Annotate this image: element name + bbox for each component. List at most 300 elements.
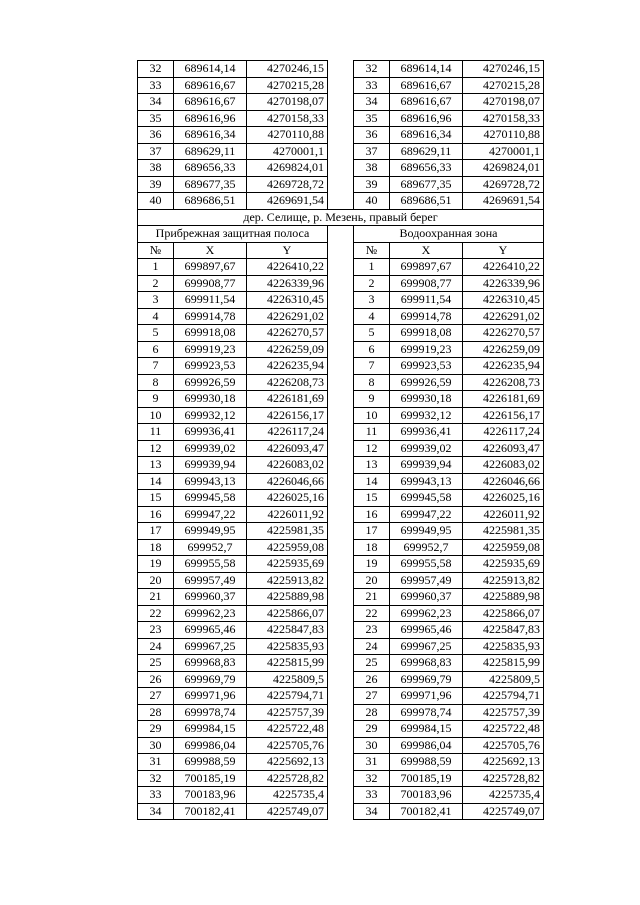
point-number: 3: [138, 292, 174, 309]
y-coordinate: 4226181,69: [463, 391, 544, 408]
point-number: 10: [138, 407, 174, 424]
y-coordinate: 4269824,01: [463, 160, 544, 177]
y-coordinate: 4270110,88: [463, 127, 544, 144]
table-row: [138, 160, 544, 177]
point-number: 33: [354, 77, 390, 94]
y-coordinate: 4226291,02: [463, 308, 544, 325]
column-gap: [328, 308, 354, 325]
column-gap: [328, 94, 354, 111]
point-number: 27: [354, 688, 390, 705]
point-number: 38: [354, 160, 390, 177]
x-coordinate: 689629,11: [390, 143, 463, 160]
point-number: 27: [138, 688, 174, 705]
x-coordinate: 699988,59: [390, 754, 463, 771]
x-coordinate: 699962,23: [174, 605, 247, 622]
coastal-protection-strip-title: Прибрежная защитная полоса: [138, 226, 328, 243]
x-coordinate: 699947,22: [390, 506, 463, 523]
point-number: 12: [354, 440, 390, 457]
x-coordinate: 699932,12: [174, 407, 247, 424]
y-coordinate: 4226046,66: [463, 473, 544, 490]
column-gap: [328, 325, 354, 342]
point-number: 16: [354, 506, 390, 523]
x-coordinate: 699918,08: [390, 325, 463, 342]
point-number: 18: [354, 539, 390, 556]
x-coordinate: 699911,54: [390, 292, 463, 309]
y-coordinate: 4270246,15: [247, 61, 328, 78]
point-number: 2: [138, 275, 174, 292]
column-gap: [328, 473, 354, 490]
x-coordinate: 699939,94: [174, 457, 247, 474]
x-coordinate: 689686,51: [174, 193, 247, 210]
y-coordinate: 4225757,39: [247, 704, 328, 721]
point-number: 24: [138, 638, 174, 655]
y-coordinate: 4226083,02: [247, 457, 328, 474]
point-number: 14: [138, 473, 174, 490]
x-coordinate: 699967,25: [174, 638, 247, 655]
table-row: [138, 770, 544, 787]
column-gap: [328, 226, 354, 243]
x-coordinate: 689614,14: [174, 61, 247, 78]
x-coordinate: 699923,53: [390, 358, 463, 375]
column-gap: [328, 539, 354, 556]
x-coordinate: 689677,35: [174, 176, 247, 193]
x-coordinate: 700182,41: [390, 803, 463, 820]
point-number: 36: [354, 127, 390, 144]
table-row: [138, 308, 544, 325]
x-coordinate: 699960,37: [174, 589, 247, 606]
y-coordinate: 4225722,48: [247, 721, 328, 738]
y-coordinate: 4225692,13: [247, 754, 328, 771]
table-row: [138, 358, 544, 375]
y-coordinate: 4226339,96: [247, 275, 328, 292]
x-coordinate: 699919,23: [390, 341, 463, 358]
point-number: 4: [138, 308, 174, 325]
y-coordinate: 4225692,13: [463, 754, 544, 771]
point-number: 35: [138, 110, 174, 127]
table-row: [138, 787, 544, 804]
column-gap: [328, 110, 354, 127]
point-number: 9: [354, 391, 390, 408]
column-gap: [328, 622, 354, 639]
column-gap: [328, 424, 354, 441]
x-coordinate: 699955,58: [174, 556, 247, 573]
y-coordinate: 4226011,92: [463, 506, 544, 523]
table-row: [138, 539, 544, 556]
y-coordinate: 4225835,93: [463, 638, 544, 655]
x-coordinate: 699955,58: [390, 556, 463, 573]
y-coordinate: 4225749,07: [463, 803, 544, 820]
x-coordinate: 699930,18: [390, 391, 463, 408]
x-coordinate: 689656,33: [390, 160, 463, 177]
x-coordinate: 699978,74: [390, 704, 463, 721]
x-coordinate: 689686,51: [390, 193, 463, 210]
point-number: 12: [138, 440, 174, 457]
point-number: 8: [354, 374, 390, 391]
x-coordinate: 700183,96: [174, 787, 247, 804]
x-coordinate: 699957,49: [174, 572, 247, 589]
water-protection-zone-title: Водоохранная зона: [354, 226, 544, 243]
x-coordinate: 699911,54: [174, 292, 247, 309]
x-coordinate: 699897,67: [174, 259, 247, 276]
x-coordinate: 699918,08: [174, 325, 247, 342]
x-coordinate: 699943,13: [174, 473, 247, 490]
section-title-row: [138, 209, 544, 226]
point-number: 1: [138, 259, 174, 276]
point-number: 18: [138, 539, 174, 556]
column-gap: [328, 589, 354, 606]
table-row: [138, 622, 544, 639]
y-coordinate: 4270215,28: [247, 77, 328, 94]
y-coordinate: 4270001,1: [247, 143, 328, 160]
point-number: 3: [354, 292, 390, 309]
x-coordinate: 689629,11: [174, 143, 247, 160]
y-coordinate: 4226259,09: [463, 341, 544, 358]
column-gap: [328, 259, 354, 276]
table-row: [138, 457, 544, 474]
x-coordinate: 700183,96: [390, 787, 463, 804]
y-coordinate: 4225959,08: [247, 539, 328, 556]
table-row: [138, 193, 544, 210]
column-gap: [328, 457, 354, 474]
point-number: 23: [138, 622, 174, 639]
y-coordinate: 4226208,73: [247, 374, 328, 391]
y-coordinate: 4270198,07: [463, 94, 544, 111]
column-gap: [328, 275, 354, 292]
point-number: 11: [138, 424, 174, 441]
y-coordinate: 4225935,69: [463, 556, 544, 573]
y-coordinate: 4226235,94: [463, 358, 544, 375]
x-coordinate: 699939,94: [390, 457, 463, 474]
x-coordinate: 699968,83: [174, 655, 247, 672]
column-gap: [328, 671, 354, 688]
y-coordinate: 4225722,48: [463, 721, 544, 738]
y-coordinate: 4225705,76: [247, 737, 328, 754]
y-coordinate: 4225794,71: [247, 688, 328, 705]
x-coordinate: 699949,95: [390, 523, 463, 540]
y-coordinate: 4225913,82: [247, 572, 328, 589]
point-number: 19: [138, 556, 174, 573]
y-coordinate: 4225866,07: [463, 605, 544, 622]
point-number: 4: [354, 308, 390, 325]
point-number: 29: [354, 721, 390, 738]
y-coordinate: 4270110,88: [247, 127, 328, 144]
point-number: 10: [354, 407, 390, 424]
table-row: [138, 556, 544, 573]
y-coordinate: 4225815,99: [463, 655, 544, 672]
x-coordinate: 699962,23: [390, 605, 463, 622]
point-number: 40: [138, 193, 174, 210]
x-coordinate: 689616,96: [390, 110, 463, 127]
x-coordinate: 689616,34: [390, 127, 463, 144]
x-coordinate: 699926,59: [390, 374, 463, 391]
y-coordinate: 4226410,22: [463, 259, 544, 276]
y-coordinate: 4269691,54: [463, 193, 544, 210]
y-coordinate: 4226117,24: [247, 424, 328, 441]
x-coordinate: 699965,46: [390, 622, 463, 639]
table-row: [138, 688, 544, 705]
point-number: 13: [354, 457, 390, 474]
table-row: [138, 127, 544, 144]
point-number: 21: [354, 589, 390, 606]
x-coordinate: 699957,49: [390, 572, 463, 589]
column-gap: [328, 655, 354, 672]
y-coordinate: 4270198,07: [247, 94, 328, 111]
table-row: [138, 572, 544, 589]
point-number: 34: [138, 803, 174, 820]
x-coordinate: 699943,13: [390, 473, 463, 490]
point-number: 32: [354, 61, 390, 78]
x-coordinate: 689616,67: [390, 77, 463, 94]
x-coordinate: 699932,12: [390, 407, 463, 424]
point-number: 35: [354, 110, 390, 127]
table-row: [138, 407, 544, 424]
x-coordinate: 699930,18: [174, 391, 247, 408]
y-coordinate: 4226025,16: [463, 490, 544, 507]
table-row: [138, 655, 544, 672]
point-number: 17: [138, 523, 174, 540]
x-coordinate: 699978,74: [174, 704, 247, 721]
point-number: 21: [138, 589, 174, 606]
table-row: [138, 259, 544, 276]
y-coordinate: 4225981,35: [463, 523, 544, 540]
table-row: [138, 490, 544, 507]
point-number: 30: [354, 737, 390, 754]
point-number: 9: [138, 391, 174, 408]
y-coordinate: 4226156,17: [463, 407, 544, 424]
point-number: 1: [354, 259, 390, 276]
column-header-num: №: [354, 242, 390, 259]
table-row: [138, 374, 544, 391]
point-number: 32: [354, 770, 390, 787]
table-row: [138, 704, 544, 721]
x-coordinate: 689616,34: [174, 127, 247, 144]
y-coordinate: 4226011,92: [247, 506, 328, 523]
point-number: 26: [138, 671, 174, 688]
point-number: 23: [354, 622, 390, 639]
x-coordinate: 699968,83: [390, 655, 463, 672]
point-number: 20: [138, 572, 174, 589]
y-coordinate: 4226310,45: [463, 292, 544, 309]
x-coordinate: 699914,78: [174, 308, 247, 325]
column-gap: [328, 605, 354, 622]
x-coordinate: 699939,02: [174, 440, 247, 457]
x-coordinate: 699939,02: [390, 440, 463, 457]
point-number: 15: [138, 490, 174, 507]
column-gap: [328, 506, 354, 523]
point-number: 38: [138, 160, 174, 177]
y-coordinate: 4226291,02: [247, 308, 328, 325]
y-coordinate: 4270158,33: [463, 110, 544, 127]
y-coordinate: 4269728,72: [463, 176, 544, 193]
y-coordinate: 4225835,93: [247, 638, 328, 655]
y-coordinate: 4226270,57: [463, 325, 544, 342]
point-number: 5: [354, 325, 390, 342]
point-number: 5: [138, 325, 174, 342]
y-coordinate: 4225935,69: [247, 556, 328, 573]
y-coordinate: 4225735,4: [247, 787, 328, 804]
x-coordinate: 699897,67: [390, 259, 463, 276]
x-coordinate: 699971,96: [174, 688, 247, 705]
column-gap: [328, 638, 354, 655]
column-gap: [328, 341, 354, 358]
y-coordinate: 4226156,17: [247, 407, 328, 424]
x-coordinate: 699926,59: [174, 374, 247, 391]
column-header-y: Y: [463, 242, 544, 259]
table-row: [138, 275, 544, 292]
column-gap: [328, 127, 354, 144]
y-coordinate: 4226339,96: [463, 275, 544, 292]
y-coordinate: 4226181,69: [247, 391, 328, 408]
section-title: дер. Селище, р. Мезень, правый берег: [138, 209, 544, 226]
point-number: 26: [354, 671, 390, 688]
table-row: [138, 77, 544, 94]
column-gap: [328, 407, 354, 424]
column-gap: [328, 556, 354, 573]
point-number: 31: [138, 754, 174, 771]
point-number: 14: [354, 473, 390, 490]
y-coordinate: 4270215,28: [463, 77, 544, 94]
y-coordinate: 4269824,01: [247, 160, 328, 177]
y-coordinate: 4226259,09: [247, 341, 328, 358]
column-gap: [328, 143, 354, 160]
coordinates-document: [137, 60, 544, 820]
x-coordinate: 689614,14: [390, 61, 463, 78]
x-coordinate: 699945,58: [174, 490, 247, 507]
table-row: [138, 754, 544, 771]
y-coordinate: 4225866,07: [247, 605, 328, 622]
x-coordinate: 700185,19: [174, 770, 247, 787]
table-row: [138, 176, 544, 193]
column-gap: [328, 803, 354, 820]
point-number: 33: [354, 787, 390, 804]
point-number: 8: [138, 374, 174, 391]
point-number: 39: [354, 176, 390, 193]
column-gap: [328, 787, 354, 804]
x-coordinate: 699947,22: [174, 506, 247, 523]
x-coordinate: 699969,79: [390, 671, 463, 688]
x-coordinate: 700182,41: [174, 803, 247, 820]
column-header-x: X: [174, 242, 247, 259]
point-number: 34: [138, 94, 174, 111]
table-row: [138, 440, 544, 457]
x-coordinate: 699960,37: [390, 589, 463, 606]
y-coordinate: 4225794,71: [463, 688, 544, 705]
y-coordinate: 4226046,66: [247, 473, 328, 490]
column-gap: [328, 754, 354, 771]
y-coordinate: 4226117,24: [463, 424, 544, 441]
point-number: 7: [354, 358, 390, 375]
y-coordinate: 4270246,15: [463, 61, 544, 78]
point-number: 37: [138, 143, 174, 160]
point-number: 29: [138, 721, 174, 738]
table-row: [138, 671, 544, 688]
table-row: [138, 391, 544, 408]
x-coordinate: 699984,15: [390, 721, 463, 738]
column-gap: [328, 160, 354, 177]
point-number: 2: [354, 275, 390, 292]
point-number: 15: [354, 490, 390, 507]
column-header-y: Y: [247, 242, 328, 259]
x-coordinate: 699914,78: [390, 308, 463, 325]
point-number: 17: [354, 523, 390, 540]
y-coordinate: 4226093,47: [463, 440, 544, 457]
y-coordinate: 4225959,08: [463, 539, 544, 556]
point-number: 34: [354, 94, 390, 111]
point-number: 37: [354, 143, 390, 160]
x-coordinate: 689616,67: [174, 77, 247, 94]
point-number: 7: [138, 358, 174, 375]
y-coordinate: 4226025,16: [247, 490, 328, 507]
x-coordinate: 699952,7: [174, 539, 247, 556]
x-coordinate: 699945,58: [390, 490, 463, 507]
table-row: [138, 94, 544, 111]
coordinates-table: [137, 60, 544, 820]
zone-titles-row: [138, 226, 544, 243]
y-coordinate: 4226310,45: [247, 292, 328, 309]
point-number: 30: [138, 737, 174, 754]
column-gap: [328, 704, 354, 721]
table-row: [138, 506, 544, 523]
column-header-num: №: [138, 242, 174, 259]
table-row: [138, 325, 544, 342]
point-number: 31: [354, 754, 390, 771]
y-coordinate: 4225889,98: [247, 589, 328, 606]
column-header-row: [138, 242, 544, 259]
x-coordinate: 699967,25: [390, 638, 463, 655]
y-coordinate: 4225728,82: [247, 770, 328, 787]
y-coordinate: 4226235,94: [247, 358, 328, 375]
table-row: [138, 424, 544, 441]
column-gap: [328, 242, 354, 259]
x-coordinate: 699908,77: [174, 275, 247, 292]
x-coordinate: 699949,95: [174, 523, 247, 540]
point-number: 16: [138, 506, 174, 523]
column-gap: [328, 688, 354, 705]
point-number: 25: [354, 655, 390, 672]
x-coordinate: 699936,41: [390, 424, 463, 441]
point-number: 32: [138, 61, 174, 78]
table-row: [138, 721, 544, 738]
column-gap: [328, 490, 354, 507]
table-row: [138, 605, 544, 622]
point-number: 25: [138, 655, 174, 672]
y-coordinate: 4225847,83: [463, 622, 544, 639]
x-coordinate: 689616,96: [174, 110, 247, 127]
column-gap: [328, 770, 354, 787]
point-number: 6: [354, 341, 390, 358]
y-coordinate: 4225728,82: [463, 770, 544, 787]
point-number: 22: [138, 605, 174, 622]
y-coordinate: 4269728,72: [247, 176, 328, 193]
column-gap: [328, 440, 354, 457]
point-number: 39: [138, 176, 174, 193]
table-row: [138, 110, 544, 127]
point-number: 36: [138, 127, 174, 144]
column-gap: [328, 572, 354, 589]
point-number: 33: [138, 77, 174, 94]
x-coordinate: 699923,53: [174, 358, 247, 375]
y-coordinate: 4226208,73: [463, 374, 544, 391]
table-row: [138, 61, 544, 78]
point-number: 20: [354, 572, 390, 589]
table-row: [138, 638, 544, 655]
x-coordinate: 689656,33: [174, 160, 247, 177]
x-coordinate: 689616,67: [174, 94, 247, 111]
x-coordinate: 689677,35: [390, 176, 463, 193]
point-number: 28: [354, 704, 390, 721]
x-coordinate: 699986,04: [174, 737, 247, 754]
point-number: 28: [138, 704, 174, 721]
